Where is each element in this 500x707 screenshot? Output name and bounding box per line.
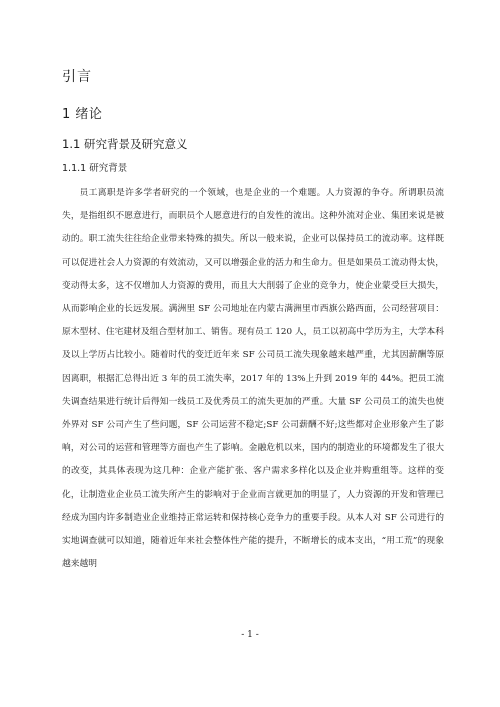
subsection-heading: 1.1.1 研究背景 <box>62 163 128 174</box>
body-paragraph: 员工离职是许多学者研究的一个领域，也是企业的一个难题。人力资源的争夺。所谓职员流失，是指组织不愿意进行，而职员个人愿意进行的自发性的流出。这种外流对企业、集团来说是被动的。职工流失往往给企业带来特殊的损失。所以一般来说，企业可以保持员工的流动率。这样既可以促进社会人力资源的有效流动，又可以增强企业的活力和生命力。但是如果员工流动得太快，变动得太多，这不仅增加人力资源的费用，而且大大削弱了企业的竞争力，使企业蒙受巨大损失，从而影响企业的长远发展。满洲里 SF 公司地址在内蒙古满洲里市西旗公路西面，公司经营项目：原木型材、住宅建材及组合型材加工、销售。现有员工 120 人，员工以初高中学历为主，大学本科及以上学历占比较小。随着时代的变迁近年来 SF 公司员工流失现象越来越严重，尤其因薪酬等原因离职，根据汇总得出近 3 年的员工流失率，2017 年的 13%上升到 2019 年的 44%。把员工流失调查结果进行统计后得知一线员工及优秀员工的流失更加的严重。大量 SF 公司员工的流失也使外界对 SF 公司产生了些问题，SF 公司运营不稳定;SF 公司薪酬不好;这些都对企业形象产生了影响，对公司的运营和管理等方面也产生了影响。金融危机以来，国内的制造业的环境都发生了很大的改变，其具体表现为这几种：企业产能扩张、客户需求多样化以及企业并购重组等。这样的变化，让制造业企业员工流失所产生的影响对于企业而言就更加的明显了，人力资源的开发和管理已经成为国内许多制造业企业维持正常运转和保持核心竞争力的重要手段。从本人对 SF 公司进行的实地调查就可以知道，随着近年来社会整体性产能的提升，不断增长的成本支出，“用工荒”的现象越来越明 <box>62 188 444 570</box>
section-heading: 1.1 研究背景及研究意义 <box>62 137 188 151</box>
page-number: - 1 - <box>241 630 259 640</box>
chapter-heading: 1 绪论 <box>62 107 103 122</box>
intro-heading: 引言 <box>62 69 92 85</box>
